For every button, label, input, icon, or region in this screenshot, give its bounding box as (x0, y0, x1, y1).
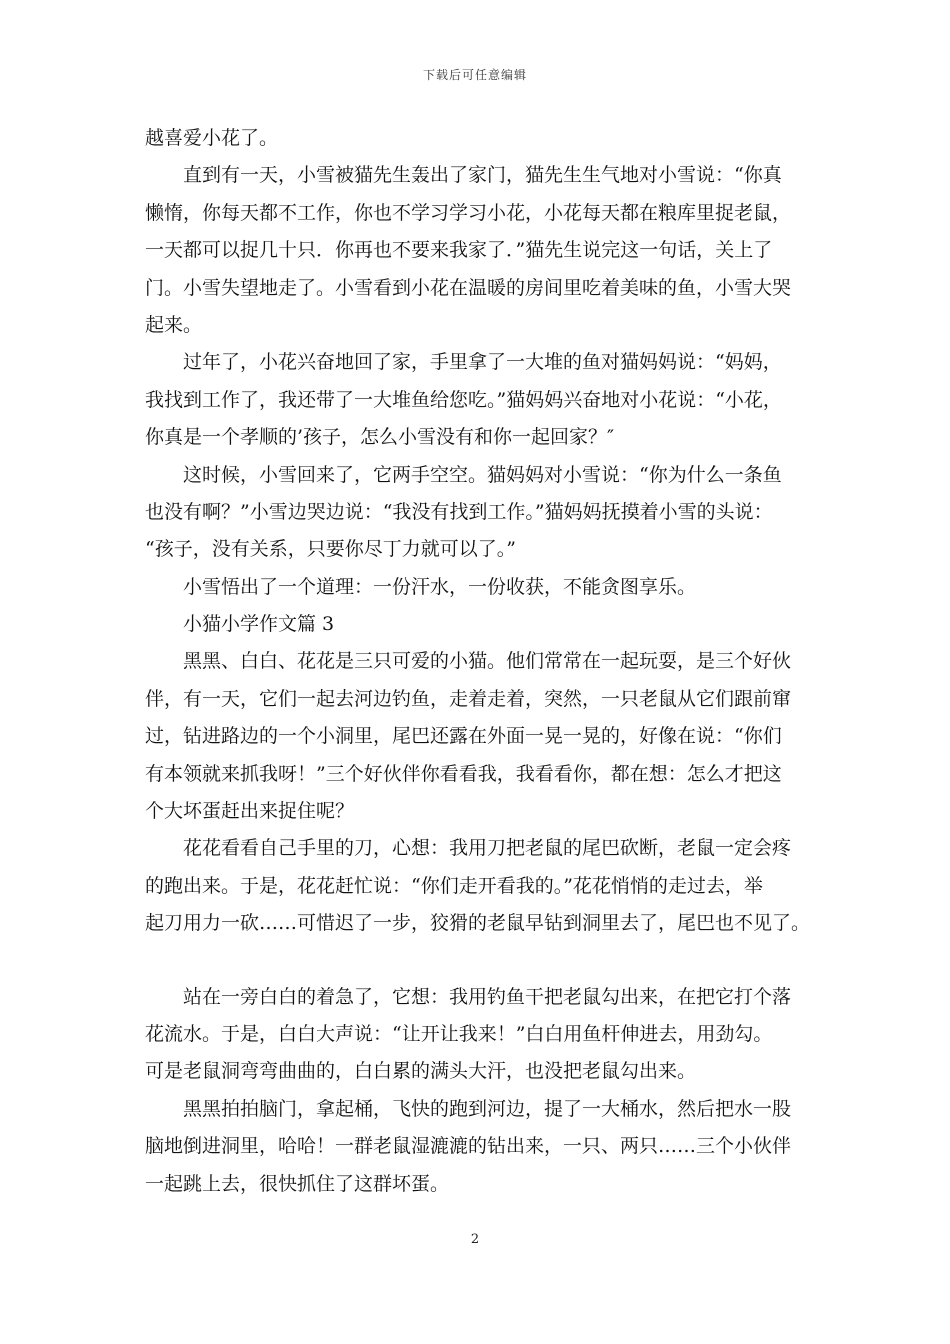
text-line: 一起跳上去，很快抓住了这群坏蛋。 (145, 1172, 450, 1195)
text-line: 门。小雪失望地走了。小雪看到小花在温暖的房间里吃着美味的鱼，小雪大哭 (145, 276, 792, 299)
text-line: 站在一旁白白的着急了，它想：我用钓鱼干把老鼠勾出来，在把它打个落 (183, 985, 792, 1008)
text-line: 花花看看自己手里的刀，心想：我用刀把老鼠的尾巴砍断，老鼠一定会疼 (183, 837, 792, 860)
text-line: 懒惰，你每天都不工作，你也不学习学习小花，小花每天都在粮库里捉老鼠， (145, 201, 792, 224)
text-line: 个大坏蛋赶出来捉住呢？ (145, 800, 355, 823)
section-heading: 小猫小学作文篇 3 (183, 613, 335, 636)
paragraph-gap (145, 943, 817, 979)
text-line: 直到有一天，小雪被猫先生轰出了家门，猫先生生气地对小雪说：“你真 (183, 164, 782, 187)
text-line: 过年了，小花兴奋地回了家，手里拿了一大堆的鱼对猫妈妈说：“妈妈， (183, 351, 782, 374)
text-line: 起刀用力一砍……可惜迟了一步，狡猾的老鼠早钻到洞里去了，尾巴也不见了。 (145, 912, 811, 935)
text-line: 一天都可以捉几十只．你再也不要来我家了．”猫先生说完这一句话，关上了 (145, 239, 773, 262)
text-line: 的跑出来。于是，花花赶忙说：“你们走开看我的。”花花悄悄的走过去，举 (145, 874, 763, 897)
text-line: 黑黑拍拍脑门，拿起桶，飞快的跑到河边，提了一大桶水，然后把水一股 (183, 1097, 792, 1120)
text-line: 花流水。于是，白白大声说：“让开让我来！”白白用鱼杆伸进去，用劲勾。 (145, 1022, 773, 1045)
text-line: 也没有啊？”小雪边哭边说：“我没有找到工作。”猫妈妈抚摸着小雪的头说： (145, 500, 773, 523)
text-line: 起来。 (145, 313, 203, 336)
text-line: 越喜爱小花了。 (145, 127, 279, 149)
text-line: 你真是一个孝顺的’孩子，怎么小雪没有和你一起回家？″ (145, 426, 615, 449)
text-line: 脑地倒进洞里，哈哈！一群老鼠湿漉漉的钻出来，一只、两只……三个小伙伴 (145, 1135, 792, 1158)
text-line: 我找到工作了，我还带了一大堆鱼给您吃。”猫妈妈兴奋地对小花说：“小花， (145, 388, 782, 411)
document-body (145, 120, 817, 1203)
text-line: 有本领就来抓我呀！”三个好伙伴你看看我，我看看你，都在想：怎么才把这 (145, 762, 782, 785)
page-header: 下载后可任意编辑 (422, 68, 527, 82)
text-line: 小雪悟出了一个道理：一份汗水，一份收获，不能贪图享乐。 (183, 575, 697, 598)
text-line: 可是老鼠洞弯弯曲曲的，白白累的满头大汗，也没把老鼠勾出来。 (145, 1060, 697, 1083)
text-line: 过，钻进路边的一个小洞里，尾巴还露在外面一晃一晃的，好像在说：“你们 (145, 725, 782, 748)
text-line: 黑黑、白白、花花是三只可爱的小猫。他们常常在一起玩耍，是三个好伙 (183, 650, 792, 673)
text-line: 这时候，小雪回来了，它两手空空。猫妈妈对小雪说：“你为什么一条鱼 (183, 463, 782, 486)
text-line: 伴，有一天，它们一起去河边钓鱼，走着走着，突然，一只老鼠从它们跟前窜 (145, 687, 792, 710)
page-number: 2 (470, 1232, 480, 1247)
text-line: “孩子，没有关系，只要你尽丁力就可以了。” (145, 538, 516, 561)
